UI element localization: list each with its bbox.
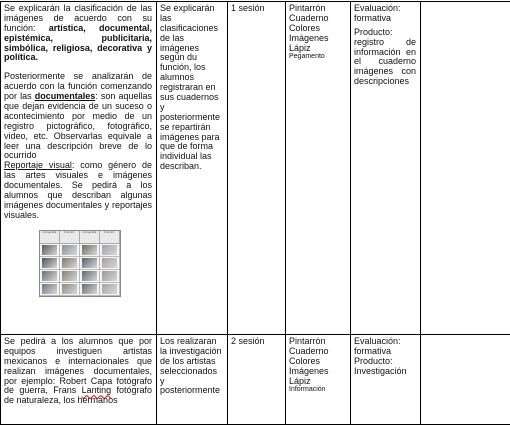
photo-image xyxy=(62,284,77,294)
grid-photo-thumbnail xyxy=(80,283,100,296)
activity-paragraph-1: Se pedirá a los alumnos que por equipos investiguen artistas mexicanos e internacionales que realizan imágenes documentales, por ejemplo: Robert Capa fotógrafo de guerra, Frans Lanting fotógrafo de naturaleza, los hermanos xyxy=(4,337,152,406)
time-cell: 1 sesión xyxy=(228,2,286,335)
photo-image xyxy=(102,245,117,255)
grid-photo-thumbnail xyxy=(40,270,60,283)
students-cell: Los realizaran la investigación de los artistas seleccionados y posteriormente xyxy=(157,335,228,425)
materials-cell: Pintarrón Cuaderno Colores Imágenes Lápiz Pegamento xyxy=(286,2,351,335)
photo-image xyxy=(62,271,77,281)
photo-image xyxy=(82,284,97,294)
grid-photo-thumbnail xyxy=(100,257,120,270)
photo-image xyxy=(42,245,57,255)
grid-photo-thumbnail xyxy=(40,283,60,296)
photo-image xyxy=(82,271,97,281)
grid-photo-thumbnail xyxy=(60,270,80,283)
photo-image xyxy=(42,284,57,294)
photo-image xyxy=(62,245,77,255)
photo-image xyxy=(62,258,77,268)
photo-image xyxy=(102,271,117,281)
lesson-plan-table xyxy=(0,1,510,425)
grid-photo-thumbnail xyxy=(60,244,80,257)
grid-photo-thumbnail xyxy=(40,257,60,270)
grid-photo-thumbnail xyxy=(80,244,100,257)
photo-image xyxy=(42,258,57,268)
table-row xyxy=(1,335,510,425)
activity-cell xyxy=(1,2,157,335)
table-row xyxy=(1,2,510,335)
grid-header-cell: Función xyxy=(60,231,80,244)
grid-header-cell: Función xyxy=(100,231,120,244)
activity-paragraph-1: Se explicarán la clasificación de las imágenes de acuerdo con su función: artística, documental, epistémica, publicitaria, simbólica, religiosa, decorativa y política. xyxy=(4,4,152,63)
grid-photo-thumbnail xyxy=(80,270,100,283)
evaluation-cell: Evaluación: formativa Producto: Investigación xyxy=(351,335,421,425)
photo-image xyxy=(42,271,57,281)
empty-cell xyxy=(421,335,510,425)
grid-header-cell: Fotografía xyxy=(40,231,60,244)
photo-image xyxy=(102,284,117,294)
evaluation-cell: Evaluación: formativa Producto: registro de información en el cuaderno imágenes con descripciones xyxy=(351,2,421,335)
photo-image xyxy=(82,245,97,255)
students-cell: Se explicarán las clasificaciones de las imágenes según du función, los alumnos registraran en sus cuadernos y posteriormente se repartirán imágenes para que de forma individual las describan. xyxy=(157,2,228,335)
grid-photo-thumbnail xyxy=(60,257,80,270)
grid-photo-thumbnail xyxy=(60,283,80,296)
materials-cell: Pintarrón Cuaderno Colores Imágenes Lápiz Información xyxy=(286,335,351,425)
grid-photo-thumbnail xyxy=(80,257,100,270)
activity-paragraph-3: Reportaje visual: como género de las artes visuales e imágenes documentales. Se pedirá a los alumnos que describan algunas imágenes documentales y reportajes visuales. xyxy=(4,161,152,220)
activity-paragraph-2: Posteriormente se analizarán de acuerdo con la función comenzando por las documentales: son aquellas que dejan evidencia de un suceso o acontecimiento por medio de un registro pictográfico, fotográfico, video, etc. Observarlas equivale a leer una descripción breve de lo ocurrido xyxy=(4,72,152,161)
photo-image xyxy=(102,258,117,268)
grid-photo-thumbnail xyxy=(40,244,60,257)
activity-cell xyxy=(1,335,157,425)
time-cell: 2 sesión xyxy=(228,335,286,425)
empty-cell xyxy=(421,2,510,335)
grid-photo-thumbnail xyxy=(100,244,120,257)
photo-image xyxy=(82,258,97,268)
grid-photo-thumbnail xyxy=(100,283,120,296)
grid-header-cell: Fotografía xyxy=(80,231,100,244)
documentary-images-grid xyxy=(39,230,121,297)
grid-photo-thumbnail xyxy=(100,270,120,283)
